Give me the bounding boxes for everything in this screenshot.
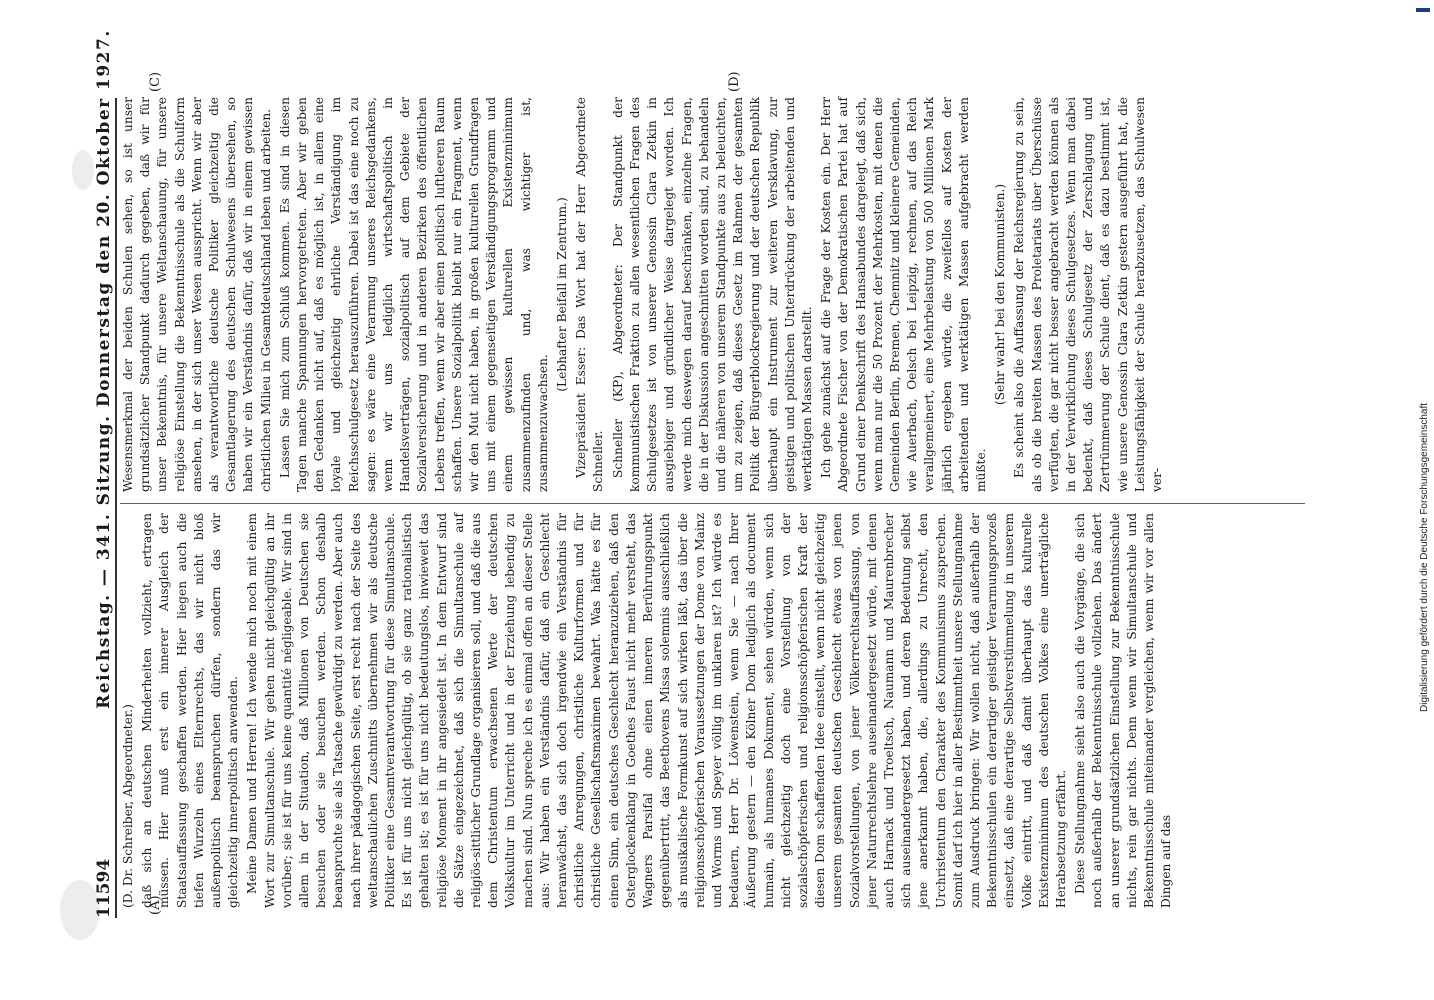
column-divider <box>120 503 1305 504</box>
paragraph: Es scheint also die Auffassung der Reichsregierung zu sein, als ob die breiten Massen des Proletariats über Überschüsse verfügten, die gar nicht besser angebracht werden können als in der Verwirklichung dieses Schulgesetzes. Wenn man dabei bedenkt, daß dieses Schulgesetz der Zerschlagung und Zertrümmerung der Schule dient, daß es dazu bestimmt ist, wie unsere Genossin Clara Zetkin gestern ausgeführt hat, die Leistungsfähigkeit der Schule herabzusetzen, das Schulwesen ver- <box>1012 97 1164 492</box>
text-column-right <box>120 97 1305 492</box>
paragraph: Ich gehe zunächst auf die Frage der Kosten ein. Der Herr Abgeordnete Fischer von der Demokratischen Partei hat auf Grund einer Denkschrift des Hansabundes dargelegt, daß sich, wenn man nur die 50 Prozent der Mehrkosten, mit denen die Gemeinden Berlin, Bremen, Chemnitz und kleinere Gemeinden, wie Auerbach, Oelsch bei Leipzig, rechnen, auf das Reich verallgemeinert, eine Mehrbelastung von 500 Millionen Mark jährlich ergeben würde, die zweifellos auf Kosten der arbeitenden und werktätigen Massen aufgebracht werden müßte. <box>819 97 988 492</box>
page-number: 11594 <box>94 858 114 918</box>
digitization-note-text: Digitalisierung gefördert durch die Deutsche Forschungsgemeinschaft <box>1419 402 1430 712</box>
page-header <box>90 29 118 918</box>
paragraph: Meine Damen und Herren! Ich wende mich noch mit einem Wort zur Simultanschule. Wir gehen nicht gleichgültig an ihr vorüber; sie ist für uns keine quantité négligeable. Wir sind in allem in der Situation, daß Millionen von Deutschen sie besuchen oder sie besuchen werden. Schon deshalb beanspruchte sie als Tatsache gewürdigt zu werden. Aber auch nach ihrer pädagogischen Seite, erst recht nach der Seite des weltanschaulichen Zuschnitts übernehmen wir als deutsche Politiker eine Gesamtverantwortung für diese Simultanschule. Es ist für uns nicht gleichgültig, ob sie ganz rationalistisch gehalten ist; es ist für uns nicht bedeutungslos, inwieweit das religiöse Moment in ihr angesiedelt ist. In dem Entwurf sind die Sätze eingezeichnet, daß sich die Simultanschule auf religiös-sittlicher Grundlage organisieren soll, und daß die aus dem Christentum erwachsenen Werte der deutschen Volkskultur im Unterricht und in der Erziehung lebendig zu machen sind. Nun spreche ich es einmal offen an dieser Stelle aus: Wir haben ein Verständnis dafür, daß ein Geschlecht heranwächst, das sich doch irgendwie ein Verständnis für christliche Anregungen, christliche Kulturformen und für christliche Gesellschaftsmaximen bewahrt. Was hätte es für einen Sinn, ein deutsches Geschlecht heranzuziehen, daß den Osterglockenklang in Goethes Faust nicht mehr versteht, das Wagners Parsifal ohne einen inneren Berührungspunkt gegenübertritt, das Beethovens Missa solemnis ausschließlich als musikalische Formkunst auf sich wirken läßt, das über die religionsschöpferischen Voraussetzungen der Dome von Mainz und Worms und Speyer völlig im unklaren ist? Ich würde es bedauern, Herr Dr. Löwenstein, wenn Sie — nach Ihrer Äußerung gestern — den Kölner Dom lediglich als document humain, als humanes Dokument, sehen würden, wenn sich nicht gleichzeitig doch eine Vorstellung von der sozialschöpferischen und religionsschöpferischen Kraft der diesen Dom schaffenden Idee einstellt, wenn nicht gleichzeitig unserem gesamten deutschen Geschlecht etwas von jenen Sozialvorstellungen, von jener Völkerrechtsauffassung, von jener Naturrechtslehre auseinandergesetzt würde, mit denen auch Harnack und Troeltsch, Naumann und Maurenbrecher sich auseinandergesetzt haben, und deren Bedeutung selbst jene anerkannt haben, die, allerdings zu Unrecht, den Urchristentum den Charakter des Kommunismus zusprechen. Somit darf ich hier in aller Bestimmtheit unsere Stellungnahme zum Ausdruck bringen: Wir wollen nicht, daß außerhalb der Bekenntnisschulen ein derartiger geistiger Verarmungsprozeß einsetzt, daß eine derartige Selbstverstümmelung in unserem Volke eintritt, und daß damit überhaupt das kulturelle Existenzminimum des deutschen Volkes eine unerträgliche Herabsetzung erfährt. <box>245 513 1068 908</box>
speaker-intro: Vizepräsident Esser: Das Wort hat der Herr Abgeordnete Schneller. <box>574 97 606 492</box>
margin-letter-a: (A) <box>148 895 163 915</box>
digitization-note <box>1416 12 1434 992</box>
paragraph: daß sich an deutschen Minderheiten vollzieht, ertragen müssen. Hier muß erst ein innerer Ausgleich der Staatsauffassung geschaffen werden. Hier liegen auch die tiefen Wurzeln eines Elternrechts, das wir nicht bloß außenpolitisch beanspruchen dürfen, sondern das wir gleichzeitig innerpolitisch anwenden. <box>140 513 241 908</box>
margin-letter-c: (C) <box>148 71 163 92</box>
page-title: Reichstag. — 341. Sitzung. Donnerstag den 20. Oktober 1927. <box>94 29 114 709</box>
paragraph: Schneller (KP), Abgeordneter: Der Standpunkt der kommunistischen Fraktion zu allen wesentlichen Fragen des Schulgesetzes ist von unserer Genossin Clara Zetkin in ausgiebiger und gründlicher Weise dargelegt worden. Ich werde mich deswegen darauf beschränken, einzelne Fragen, die in der Diskussion angeschnitten worden sind, zu behandeln und die näheren von unserem Standpunkte aus zu beleuchten, um zu zeigen, daß dieses Gesetz im Rahmen der gesamten Politik der Bürgerblockregierung und der deutschen Republik überhaupt ein Instrument zur weiteren Versklavung, zur geistigen und politischen Unterdrückung der arbeitenden und werktätigen Massen darstellt. <box>610 97 814 492</box>
interjection-note: (Sehr wahr! bei den Kommunisten.) <box>993 183 1008 406</box>
applause-note: (Lebhafter Beifall im Zentrum.) <box>555 197 570 392</box>
paragraph: Wesensmerkmal der beiden Schulen sehen, so ist unser grundsätzlicher Standpunkt dadurch gegeben, daß wir für unser Bekenntnis, für unsere Weltanschauung, für unsere religiöse Einstellung die Bekenntnisschule als die Schulform ansehen, in der sich unser Wesen ausspricht. Wenn wir aber als verantwortliche deutsche Politiker gleichzeitig die Gesamtlagerung des deutschen Schulwesens übersehen, so haben wir ein Verständnis dafür, daß wir in einem gewissen christlichen Milieu in Gesamtdeutschland leben und arbeiten. <box>121 97 273 492</box>
margin-letter-d: (D) <box>727 71 742 92</box>
paragraph: Diese Stellungnahme sieht also auch die Vorgänge, die sich noch außerhalb der Bekenntnisschule vollziehen. Das ändert an unserer grundsätzlichen Einstellung zur Bekenntnisschule nichts, rein gar nichts. Denn wenn wir Simultanschule und Bekenntnisschule miteinander vergleichen, wenn wir vor allen Dingen auf das <box>1073 513 1174 908</box>
header-rule <box>115 98 117 918</box>
text-column-left <box>120 513 1305 908</box>
speaker-reference: (D. Dr. Schreiber, Abgeordneter.) <box>121 704 135 908</box>
paragraph: Lassen Sie mich zum Schluß kommen. Es sind in diesen Tagen manche Spannungen hervorgetreten. Aber wir geben den Gedanken nicht auf, daß es möglich ist, in allem eine loyale und gleichzeitig ehrliche Verständigung im Reichsschulgesetz herauszuführen. Dabei ist das eine noch zu sagen: es wäre eine Verarmung unseres Reichsgedankens, wenn wir uns lediglich wirtschaftspolitisch in Handelsverträgen, sozialpolitisch auf dem Gebiete der Sozialversicherung und in anderen Bezirken des öffentlichen Lebens treffen, wenn wir aber einen politisch luftleeren Raum schaffen. Unsere Sozialpolitik bleibt nur ein Fragment, wenn wir den Mut nicht haben, in großen kulturellen Grundfragen uns mit einem gegenseitigen Verständigungsprogramm und einem gewissen kulturellen Existenzminimum zusammenzufinden und, was wichtiger ist, zusammenzuwachsen. <box>277 97 550 492</box>
